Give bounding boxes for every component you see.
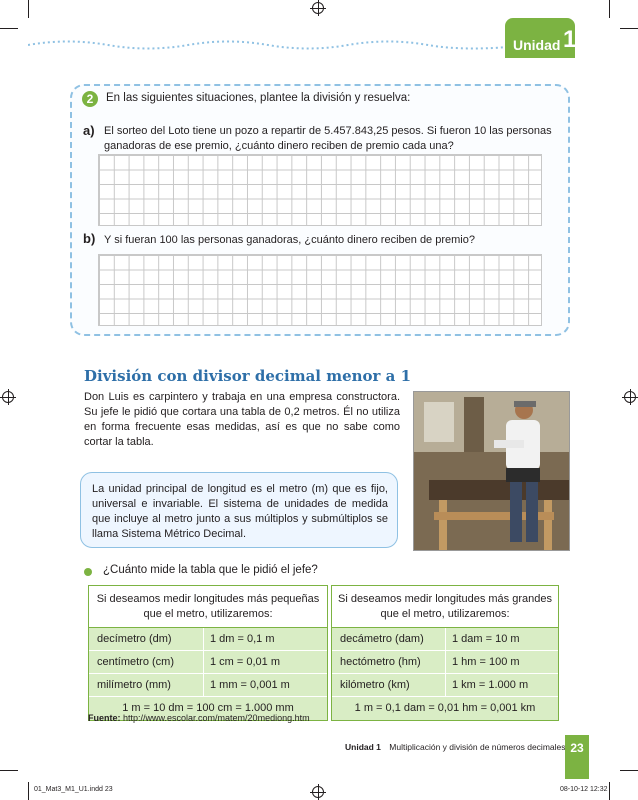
answer-grid-b[interactable] — [98, 254, 542, 326]
submultiples-equivalence: 1 m = 10 dm = 100 cm = 1.000 mm — [89, 697, 327, 720]
info-text: La unidad principal de longitud es el metro (m) que es fijo, universal e invariable. El sistema de unidades de medida que incluye al metro junto a sus múltiplos y submúltiplos se llama Sistema Métrico Decimal. — [92, 483, 388, 540]
submultiples-table — [88, 585, 328, 721]
unit-value: 1 km = 1.000 m — [452, 679, 529, 691]
crop-mark — [609, 782, 610, 800]
registration-mark-icon — [312, 2, 324, 14]
answer-grid-a[interactable] — [98, 154, 542, 226]
unit-tab — [505, 18, 575, 58]
unit-name: centímetro (cm) — [89, 651, 204, 673]
submultiples-heading: Si deseamos medir longitudes más pequeñas que el metro, utilizaremos: — [89, 586, 327, 628]
crop-mark — [620, 770, 638, 771]
registration-mark-icon — [2, 391, 14, 403]
bullet-icon — [84, 568, 92, 576]
multiples-equivalence: 1 m = 0,1 dam = 0,01 hm = 0,001 km — [332, 697, 558, 720]
header-wave-decoration — [28, 38, 528, 52]
table-row — [89, 674, 327, 697]
question-text: ¿Cuánto mide la tabla que le pidió el jefe? — [103, 564, 318, 576]
crop-mark — [0, 28, 18, 29]
unit-value: 1 dm = 0,1 m — [210, 633, 275, 645]
question-a-text: El sorteo del Loto tiene un pozo a repartir de 5.457.843,25 pesos. Si fueron 10 las personas ganadoras de ese premio, ¿cuánto dinero reciben de premio cada una? — [104, 125, 552, 152]
multiples-table — [331, 585, 559, 721]
exercise-number: 2 — [82, 91, 98, 107]
section-title: División con divisor decimal menor a 1 — [84, 367, 412, 385]
crop-mark — [28, 0, 29, 18]
question-b-letter: b) — [83, 231, 96, 246]
unit-name: milímetro (mm) — [89, 674, 204, 696]
source-note — [88, 713, 310, 723]
table-row — [332, 651, 558, 674]
story-paragraph: Don Luis es carpintero y trabaja en una empresa constructora. Su jefe le pidió que cortara una tabla de 0,2 metros. Él no utiliza en forma frecuente esas medidas, así es que no sabe como cortar la tabla. — [84, 391, 400, 448]
page-number: 23 — [565, 735, 589, 779]
footer-subtitle: Multiplicación y división de números decimales — [389, 742, 566, 752]
unit-word: Unidad — [513, 37, 561, 53]
source-url[interactable]: http://www.escolar.com/matem/20mediong.htm — [123, 713, 310, 723]
unit-value: 1 mm = 0,001 m — [210, 679, 290, 691]
exercise-instruction: En las siguientes situaciones, plantee la división y resuelva: — [106, 92, 411, 104]
table-row — [89, 651, 327, 674]
unit-value: 1 hm = 100 m — [452, 656, 520, 668]
unit-name: decímetro (dm) — [89, 628, 204, 650]
unit-value: 1 cm = 0,01 m — [210, 656, 281, 668]
unit-name: hectómetro (hm) — [332, 651, 446, 673]
question-a-letter: a) — [83, 123, 95, 138]
slug-right: 08-10-12 12:32 — [560, 786, 608, 793]
crop-mark — [28, 782, 29, 800]
unit-value: 1 dam = 10 m — [452, 633, 520, 645]
table-row — [332, 674, 558, 697]
registration-mark-icon — [312, 786, 324, 798]
crop-mark — [0, 770, 18, 771]
slug-left: 01_Mat3_M1_U1.indd 23 — [34, 786, 113, 793]
source-label: Fuente: — [88, 713, 121, 723]
crop-mark — [609, 0, 610, 18]
carpenter-photo — [413, 391, 570, 551]
registration-mark-icon — [624, 391, 636, 403]
unit-name: decámetro (dam) — [332, 628, 446, 650]
unit-name: kilómetro (km) — [332, 674, 446, 696]
footer-unit-line — [345, 742, 566, 752]
footer-unit: Unidad 1 — [345, 742, 381, 752]
crop-mark — [620, 28, 638, 29]
question-b-text: Y si fueran 100 las personas ganadoras, ¿cuánto dinero reciben de premio? — [104, 234, 475, 246]
table-row — [89, 628, 327, 651]
multiples-heading: Si deseamos medir longitudes más grandes que el metro, utilizaremos: — [332, 586, 558, 628]
unit-number: 1 — [563, 26, 577, 53]
table-row — [332, 628, 558, 651]
